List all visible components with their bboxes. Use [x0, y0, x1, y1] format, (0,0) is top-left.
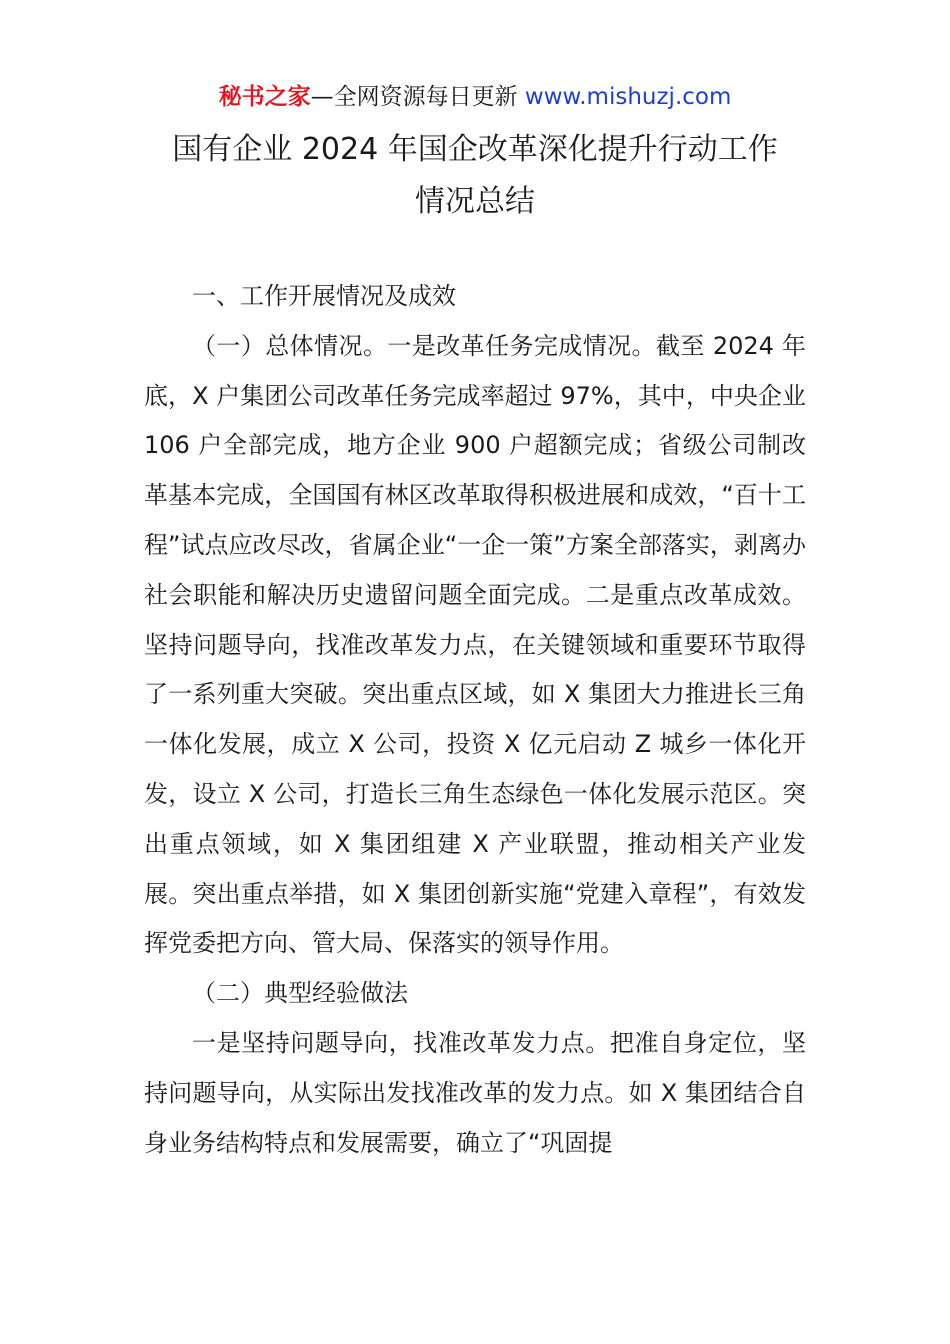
site-banner	[0, 80, 950, 114]
brand-name: 秘书之家	[218, 84, 311, 110]
subheading-typical-experience: （二）典型经验做法	[192, 979, 408, 1008]
title-line-2: 情况总结	[415, 184, 535, 219]
site-url[interactable]: www.mishuzj.com	[524, 84, 732, 110]
document-title	[0, 124, 950, 228]
title-line-1: 国有企业 2024 年国企改革深化提升行动工作	[172, 132, 778, 167]
document-body	[144, 272, 806, 1168]
paragraph-overall-situation: （一）总体情况。一是改革任务完成情况。截至 2024 年底，X 户集团公司改革任务完成率超过 97%，其中，中央企业 106 户全部完成，地方企业 900 户超额完成；省级公司制改革基本完成，全国国有林区改革取得积极进展和成效，“百十工程”试点应改尽改，省属企业“一企一策”方案全部落实，剥离办社会职能和解决历史遗留问题全面完成。二是重点改革成效。坚持问题导向，找准改革发力点，在关键领域和重要环节取得了一系列重大突破。突出重点区域，如 X 集团大力推进长三角一体化发展，成立 X 公司，投资 X 亿元启动 Z 城乡一体化开发，设立 X 公司，打造长三角生态绿色一体化发展示范区。突出重点领域，如 X 集团组建 X 产业联盟，推动相关产业发展。突出重点举措，如 X 集团创新实施“党建入章程”，有效发挥党委把方向、管大局、保落实的领导作用。	[144, 331, 806, 958]
banner-tagline: —全网资源每日更新	[310, 84, 525, 110]
section-heading-1: 一、工作开展情况及成效	[192, 282, 456, 310]
paragraph-problem-orientation: 一是坚持问题导向，找准改革发力点。把准自身定位，坚持问题导向，从实际出发找准改革的发力点。如 X 集团结合自身业务结构特点和发展需要，确立了“巩固提	[144, 1028, 806, 1157]
